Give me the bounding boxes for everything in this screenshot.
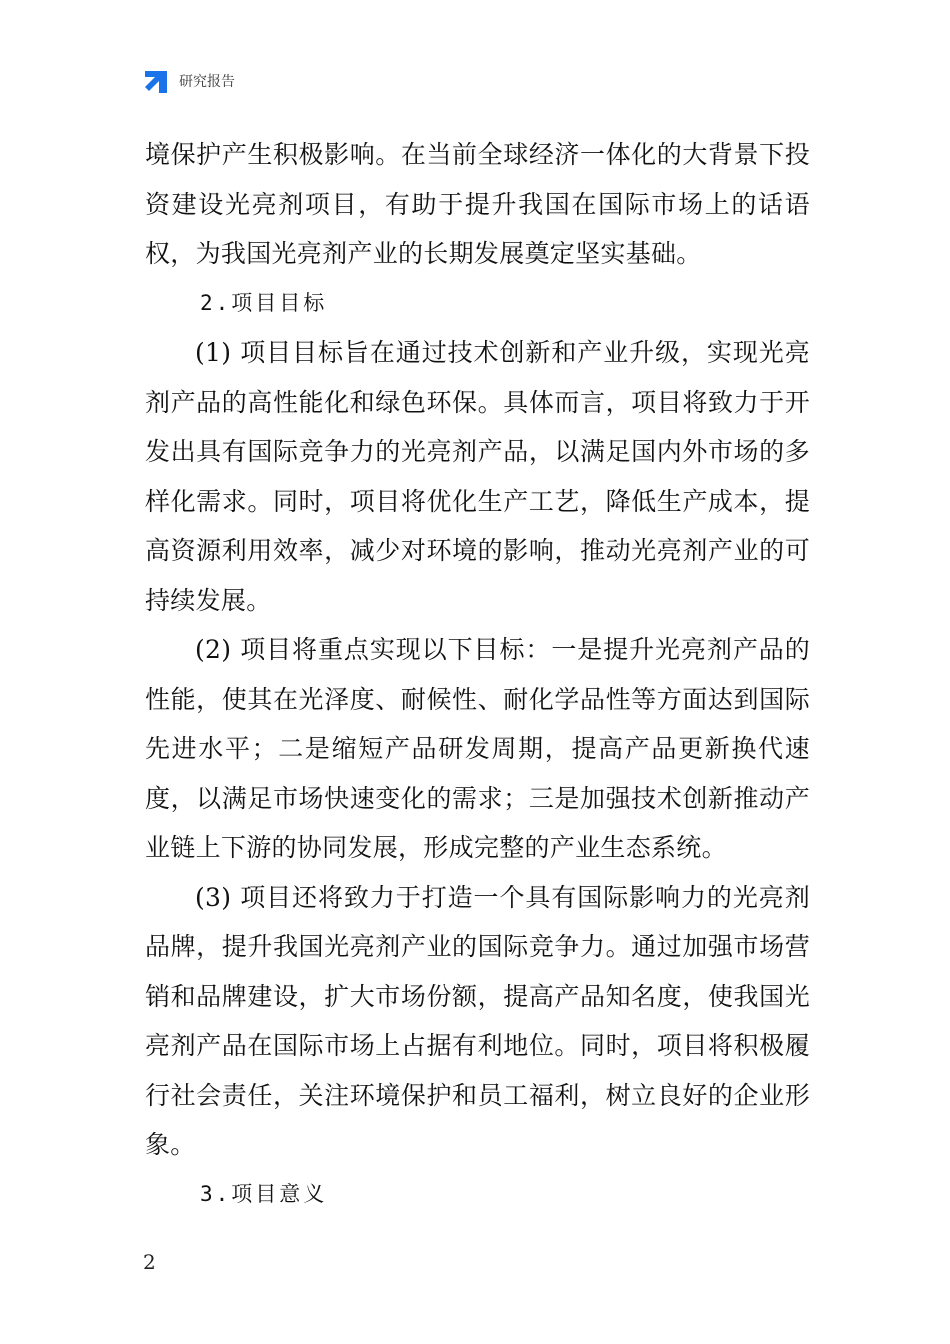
paragraph-goal-1: (1) 项目目标旨在通过技术创新和产业升级，实现光亮剂产品的高性能化和绿色环保。具体而言，项目将致力于开发出具有国际竞争力的光亮剂产品，以满足国内外市场的多样化需求。同时，项目将优化生产工艺，降低生产成本，提高资源利用效率，减少对环境的影响，推动光亮剂产业的可持续发展。 xyxy=(145,338,810,615)
section-heading-significance: 3.项目意义 xyxy=(200,1181,328,1206)
page-number: 2 xyxy=(143,1250,156,1274)
paragraph-goal-3: (3) 项目还将致力于打造一个具有国际影响力的光亮剂品牌，提升我国光亮剂产业的国际竞争力。通过加强市场营销和品牌建设，扩大市场份额，提高产品知名度，使我国光亮剂产品在国际市场上占据有利地位。同时，项目将积极履行社会责任，关注环境保护和员工福利，树立良好的企业形象。 xyxy=(145,882,810,1159)
page-header xyxy=(143,68,235,96)
section-heading-goals: 2.项目目标 xyxy=(200,290,328,315)
header-label: 研究报告 xyxy=(179,74,235,90)
document-body xyxy=(145,130,810,1219)
arrow-up-right-logo-icon xyxy=(143,69,169,95)
paragraph-intro: 境保护产生积极影响。在当前全球经济一体化的大背景下投资建设光亮剂项目，有助于提升我国在国际市场上的话语权，为我国光亮剂产业的长期发展奠定坚实基础。 xyxy=(145,140,810,268)
paragraph-goal-2: (2) 项目将重点实现以下目标：一是提升光亮剂产品的性能，使其在光泽度、耐候性、耐化学品性等方面达到国际先进水平；二是缩短产品研发周期，提高产品更新换代速度，以满足市场快速变化的需求；三是加强技术创新推动产业链上下游的协同发展，形成完整的产业生态系统。 xyxy=(145,635,810,862)
